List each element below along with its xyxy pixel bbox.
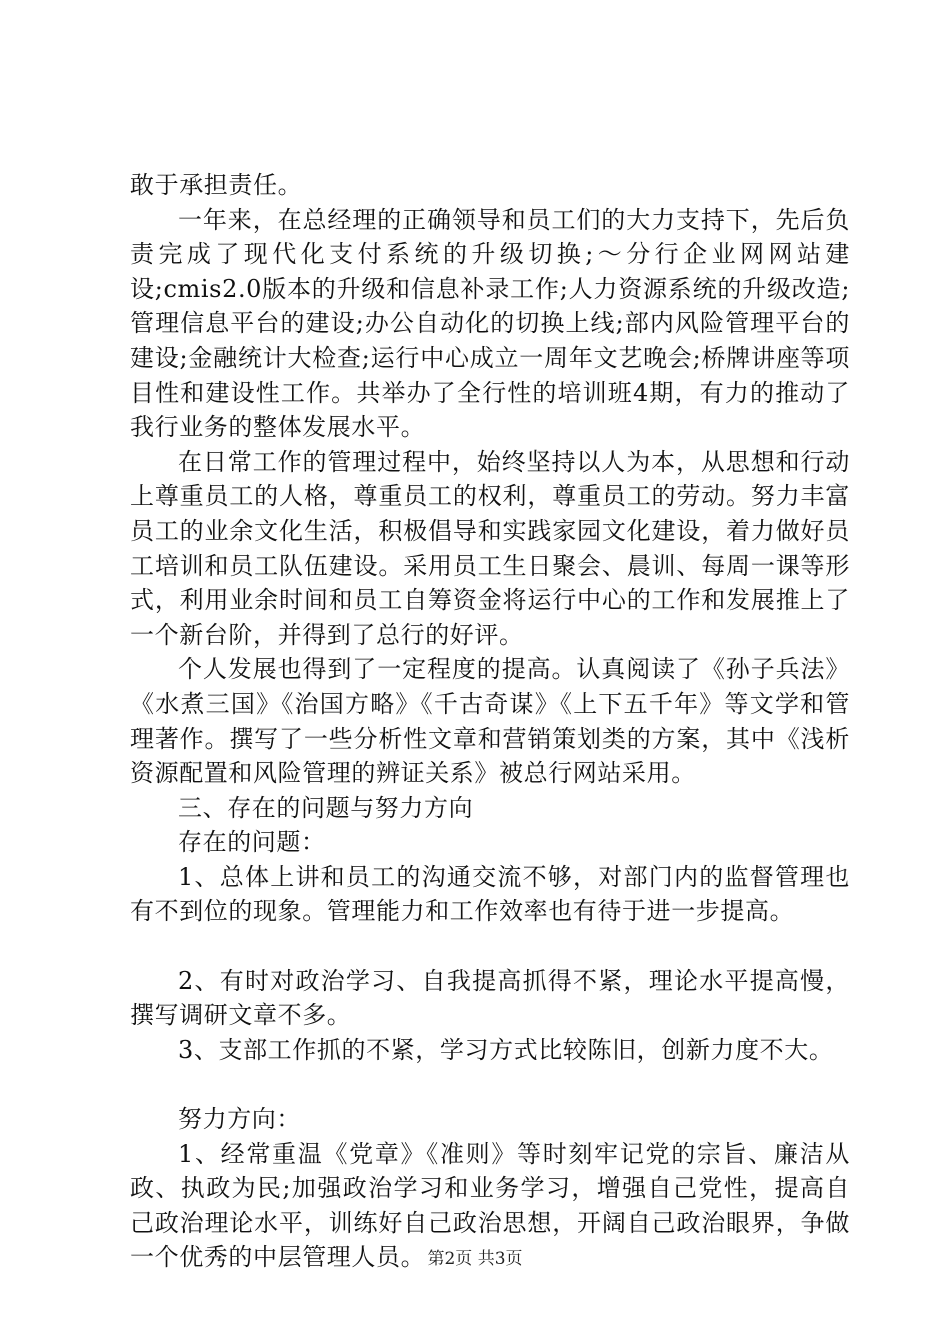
paragraph-continuation: 敢于承担责任。 — [130, 171, 303, 199]
blank-line — [130, 1067, 850, 1102]
problem-item-3: 3、支部工作抓的不紧，学习方式比较陈旧，创新力度不大。 — [178, 1035, 834, 1064]
blank-line — [130, 929, 850, 964]
problem-item-2: 2、有时对政治学习、自我提高抓得不紧，理论水平提高慢，撰写调研文章不多。 — [130, 966, 850, 1030]
problem-item-1: 1、总体上讲和员工的沟通交流不够，对部门内的监督管理也有不到位的现象。管理能力和工作效率也有待于进一步提高。 — [130, 862, 850, 926]
section-heading-problems: 三、存在的问题与努力方向 — [178, 793, 474, 822]
subheading-existing-problems: 存在的问题： — [178, 828, 326, 857]
page-number-footer: 第2页 共3页 — [427, 1249, 523, 1269]
document-body — [130, 168, 850, 1275]
subheading-direction: 努力方向： — [178, 1105, 301, 1134]
direction-item-1: 1、经常重温《党章》《准则》等时刻牢记党的宗旨、廉洁从政、执政为民;加强政治学习和业务学习，增强自己党性，提高自己政治理论水平，训练好自己政治思想，开阔自己政治眼界，争做一个优秀的中层管理人员。 — [130, 1139, 850, 1272]
paragraph-personal-development: 个人发展也得到了一定程度的提高。认真阅读了《孙子兵法》《水煮三国》《治国方略》《千古奇谋》《上下五千年》等文学和管理著作。撰写了一些分析性文章和营销策划类的方案，其中《浅析资源配置和风险管理的辨证关系》被总行网站采用。 — [130, 655, 850, 788]
paragraph-daily-management: 在日常工作的管理过程中，始终坚持以人为本，从思想和行动上尊重员工的人格，尊重员工的权利，尊重员工的劳动。努力丰富员工的业余文化生活，积极倡导和实践家园文化建设，着力做好员工培训和员工队伍建设。采用员工生日聚会、晨训、每周一课等形式，利用业余时间和员工自筹资金将运行中心的工作和发展推上了一个新台阶，并得到了总行的好评。 — [130, 447, 850, 649]
paragraph-annual-work: 一年来，在总经理的正确领导和员工们的大力支持下，先后负责完成了现代化支付系统的升级切换;～分行企业网网站建设;cmis2.0版本的升级和信息补录工作;人力资源系统的升级改造;管理信息平台的建设;办公自动化的切换上线;部内风险管理平台的建设;金融统计大检查;运行中心成立一周年文艺晚会;桥牌讲座等项目性和建设性工作。共举办了全行性的培训班4期，有力的推动了我行业务的整体发展水平。 — [130, 205, 850, 442]
